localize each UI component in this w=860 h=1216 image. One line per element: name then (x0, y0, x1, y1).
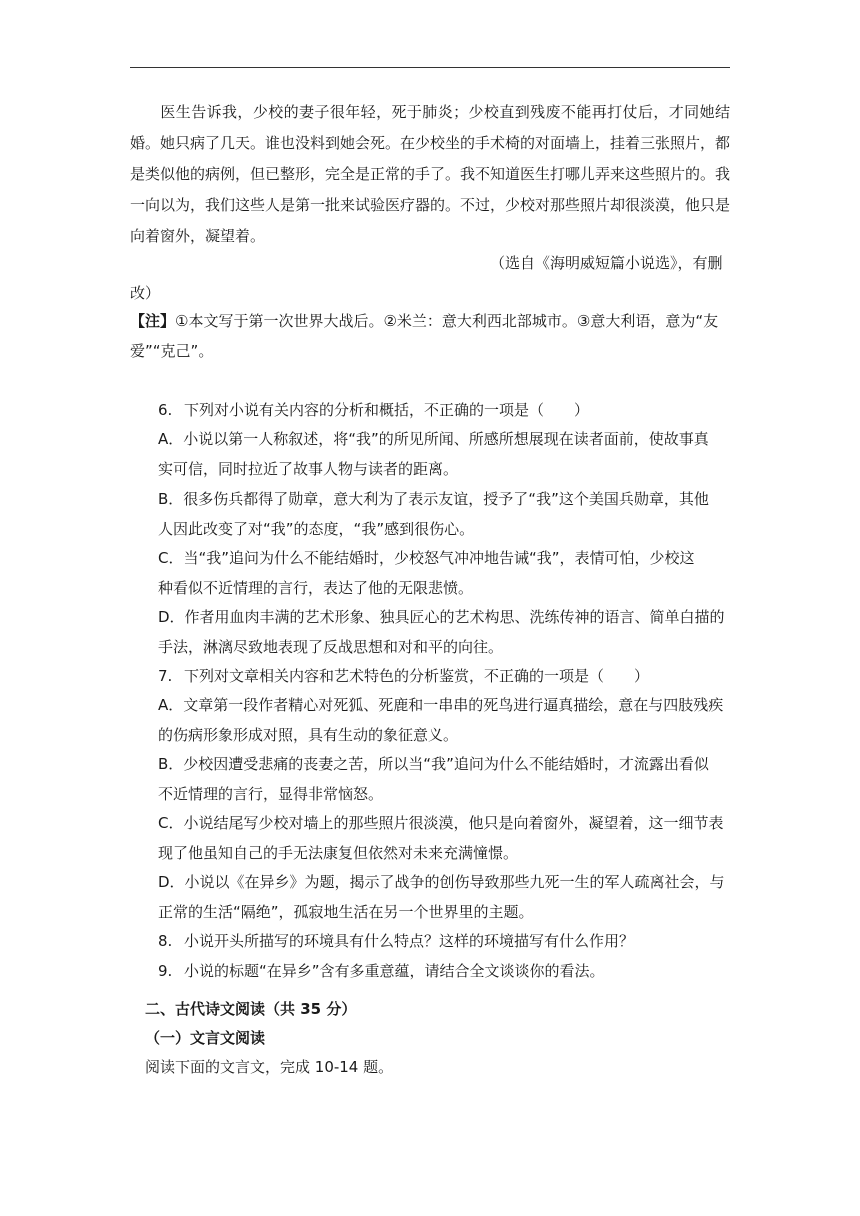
question-7-text: 下列对文章相关内容和艺术特色的分析鉴赏，不正确的一项是（ ） (184, 667, 650, 685)
question-6-option-b-line1: B．很多伤兵都得了勋章，意大利为了表示友谊，授予了“我”这个美国兵勋章，其他 (158, 490, 709, 508)
question-7-option-d-line2: 正常的生活“隔绝”，孤寂地生活在另一个世界里的主题。 (158, 903, 534, 921)
question-6-number: 6. (158, 401, 173, 419)
source-citation-line2: 改） (130, 284, 161, 302)
question-7-stem (158, 661, 649, 691)
question-6-option-d-line2: 手法，淋漓尽致地表现了反战思想和对和平的向往。 (158, 638, 504, 656)
question-8-number: 8. (158, 932, 173, 950)
passage-text: 医生告诉我，少校的妻子很年轻，死于肺炎；少校直到残废不能再打仗后，才同她结婚。她只病了几天。谁也没料到她会死。在少校坐的手术椅的对面墙上，挂着三张照片，都是类似他的病例，但已整形，完全是正常的手了。我不知道医生打哪儿弄来这些照片的。我一向以为，我们这些人是第一批来试验医疗器的。不过，少校对那些照片却很淡漠，他只是向着窗外，凝望着。 (130, 103, 731, 245)
question-6-option-c-line2: 种看似不近情理的言行，表达了他的无限悲愤。 (158, 579, 474, 597)
question-6-stem (158, 395, 589, 425)
question-8 (158, 926, 634, 956)
question-6-option-d-line1: D．作者用血肉丰满的艺术形象、独具匠心的艺术构思、洗练传神的语言、简单白描的 (158, 608, 725, 626)
section-2-instruction: 阅读下面的文言文，完成 10-14 题。 (145, 1058, 394, 1076)
question-8-text: 小说开头所描写的环境具有什么特点？这样的环境描写有什么作用？ (184, 932, 635, 950)
question-9 (158, 956, 605, 986)
note-tag: 【注】 (130, 312, 176, 330)
question-7-option-c-line2: 现了他虽知自己的手无法康复但依然对未来充满憧憬。 (158, 844, 519, 862)
section-2-title: 二、古代诗文阅读（共 35 分） (145, 1000, 357, 1018)
question-6-option-b-line2: 人因此改变了对“我”的态度，“我”感到很伤心。 (158, 520, 475, 538)
passage-paragraph (130, 97, 730, 252)
question-7-option-a-line2: 的伤病形象形成对照，具有生动的象征意义。 (158, 726, 459, 744)
header-rule (130, 67, 730, 68)
question-6-option-a-line2: 实可信，同时拉近了故事人物与读者的距离。 (158, 460, 459, 478)
question-7-number: 7. (158, 667, 173, 685)
question-6-option-c-line1: C．当“我”追问为什么不能结婚时，少校怒气冲冲地告诫“我”，表情可怕，少校这 (158, 549, 695, 567)
question-6-text: 下列对小说有关内容的分析和概括，不正确的一项是（ ） (184, 401, 590, 419)
question-7-option-d-line1: D．小说以《在异乡》为题，揭示了战争的创伤导致那些九死一生的军人疏离社会，与 (158, 873, 725, 891)
question-7-option-a-line1: A．文章第一段作者精心对死狐、死鹿和一串串的死鸟进行逼真描绘，意在与四肢残疾 (158, 696, 724, 714)
note-text1: ①本文写于第一次世界大战后。②米兰：意大利西北部城市。③意大利语，意为“友 (175, 312, 719, 330)
question-7-option-b-line2: 不近情理的言行，显得非常恼怒。 (158, 785, 384, 803)
section-2-subtitle: （一）文言文阅读 (145, 1029, 266, 1047)
note-line1 (130, 306, 718, 336)
question-9-text: 小说的标题“在异乡”含有多重意蕴，请结合全文谈谈你的看法。 (184, 962, 605, 980)
source-citation-line1: （选自《海明威短篇小说选》，有删 (490, 254, 723, 272)
question-7-option-c-line1: C．小说结尾写少校对墙上的那些照片很淡漠，他只是向着窗外，凝望着，这一细节表 (158, 814, 724, 832)
question-9-number: 9. (158, 962, 173, 980)
question-7-option-b-line1: B．少校因遭受悲痛的丧妻之苦，所以当“我”追问为什么不能结婚时，才流露出看似 (158, 755, 709, 773)
note-line2: 爱”“克己”。 (130, 342, 214, 360)
question-6-option-a-line1: A．小说以第一人称叙述，将“我”的所见所闻、所感所想展现在读者面前，使故事真 (158, 430, 709, 448)
